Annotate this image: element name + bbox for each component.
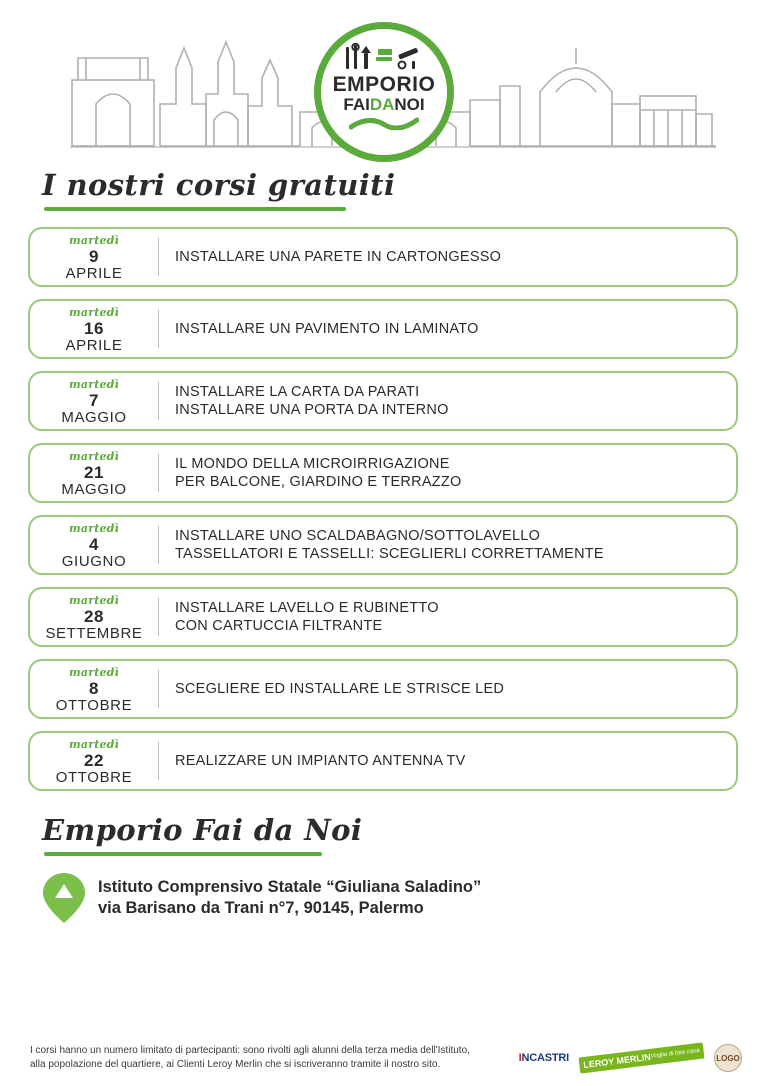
course-weekday: martedì <box>69 738 119 751</box>
incastri-label: NCASTRI <box>521 1052 570 1064</box>
page-bottom-edge <box>0 1080 768 1086</box>
course-line: IL MONDO DELLA MICROIRRIGAZIONE <box>175 456 450 472</box>
green-swoosh-icon <box>349 116 419 130</box>
course-description <box>159 680 504 698</box>
course-line: INSTALLARE UNA PARETE IN CARTONGESSO <box>175 249 502 265</box>
course-description <box>159 527 604 563</box>
course-line: INSTALLARE LA CARTA DA PARATI <box>175 384 420 400</box>
emporio-underline <box>44 852 322 856</box>
list-item[interactable] <box>28 443 738 503</box>
course-description <box>159 752 466 770</box>
courses-list <box>0 227 768 791</box>
course-weekday: martedì <box>69 666 119 679</box>
disclaimer-line-1: I corsi hanno un numero limitato di partecipanti: sono rivolti agli alunni della terza media dell'Istituto, <box>30 1045 470 1056</box>
leroy-merlin-label: LEROY MERLIN <box>582 1051 652 1071</box>
course-line: REALIZZARE UN IMPIANTO ANTENNA TV <box>175 753 466 769</box>
courses-heading-group <box>0 168 768 211</box>
course-line: SCEGLIERE ED INSTALLARE LE STRISCE LED <box>175 681 505 697</box>
course-day: 4 <box>89 535 99 554</box>
course-weekday: martedì <box>69 378 119 391</box>
course-description <box>159 599 439 635</box>
course-month: APRILE <box>65 265 123 282</box>
address-block <box>42 872 768 924</box>
emporio-heading-group <box>0 813 768 856</box>
course-weekday: martedì <box>69 450 119 463</box>
course-month: MAGGIO <box>61 409 127 426</box>
course-description <box>159 383 449 419</box>
title-underline <box>44 207 346 211</box>
course-day: 16 <box>84 319 104 338</box>
list-item[interactable] <box>28 227 738 287</box>
course-line: INSTALLARE UNO SCALDABAGNO/SOTTOLAVELLO <box>175 528 541 544</box>
tools-icon <box>342 43 426 73</box>
course-date <box>30 593 158 641</box>
course-description <box>159 320 479 338</box>
logo-sub-noi: NOI <box>394 95 425 114</box>
course-day: 9 <box>89 247 99 266</box>
brand-logos <box>519 1044 742 1072</box>
course-weekday: martedì <box>69 594 119 607</box>
list-item[interactable] <box>28 371 738 431</box>
header <box>0 0 768 168</box>
incastri-logo <box>519 1052 569 1064</box>
list-item[interactable] <box>28 659 738 719</box>
course-date <box>30 737 158 785</box>
course-line: INSTALLARE UN PAVIMENTO IN LAMINATO <box>175 321 479 337</box>
course-line: INSTALLARE LAVELLO E RUBINETTO <box>175 600 439 616</box>
address-line-1: Istituto Comprensivo Statale “Giuliana Saladino” <box>98 878 482 896</box>
section-title-emporio: Emporio Fai da Noi <box>42 813 363 847</box>
logo-subtitle <box>343 96 424 114</box>
incastri-mark: I <box>518 1052 522 1064</box>
course-weekday: martedì <box>69 522 119 535</box>
course-date <box>30 377 158 425</box>
course-date <box>30 449 158 497</box>
address-text <box>98 877 481 919</box>
course-month: SETTEMBRE <box>45 625 143 642</box>
disclaimer-line-2: alla popolazione del quartiere, ai Clienti Leroy Merlin che si iscriveranno tramite il nostro sito. <box>30 1059 441 1070</box>
course-date <box>30 521 158 569</box>
course-line: TASSELLATORI E TASSELLI: SCEGLIERLI CORRETTAMENTE <box>175 546 604 562</box>
course-weekday: martedì <box>69 234 119 247</box>
course-month: MAGGIO <box>61 481 127 498</box>
course-month: GIUGNO <box>61 553 127 570</box>
address-line-2: via Barisano da Trani n°7, 90145, Palermo <box>98 899 424 917</box>
course-day: 22 <box>84 751 104 770</box>
logo-sub-da: DA <box>369 95 395 114</box>
course-day: 8 <box>89 679 99 698</box>
course-line: CON CARTUCCIA FILTRANTE <box>175 618 383 634</box>
course-date <box>30 305 158 353</box>
list-item[interactable] <box>28 587 738 647</box>
course-weekday: martedì <box>69 306 119 319</box>
course-month: OTTOBRE <box>55 769 133 786</box>
list-item[interactable] <box>28 515 738 575</box>
page-title: I nostri corsi gratuiti <box>42 168 396 202</box>
logo-title: EMPORIO <box>332 73 436 96</box>
course-day: 28 <box>84 607 104 626</box>
logo-sub-fai: FAI <box>343 95 370 114</box>
course-month: OTTOBRE <box>55 697 133 714</box>
list-item[interactable] <box>28 731 738 791</box>
footer <box>0 1044 768 1072</box>
course-day: 21 <box>84 463 104 482</box>
leroy-merlin-logo <box>579 1042 705 1073</box>
partner-circle-logo: LOGO <box>714 1044 742 1072</box>
course-line: PER BALCONE, GIARDINO E TERRAZZO <box>175 474 462 490</box>
course-line: INSTALLARE UNA PORTA DA INTERNO <box>175 402 449 418</box>
course-month: APRILE <box>65 337 123 354</box>
course-date <box>30 233 158 281</box>
course-day: 7 <box>89 391 99 410</box>
map-pin-icon <box>42 872 86 924</box>
course-description <box>159 455 462 491</box>
emporio-fai-da-noi-logo <box>314 22 454 162</box>
leroy-merlin-slogan: Voglia di fare casa <box>650 1047 700 1060</box>
disclaimer-text <box>30 1044 470 1072</box>
course-date <box>30 665 158 713</box>
list-item[interactable] <box>28 299 738 359</box>
course-description <box>159 248 501 266</box>
